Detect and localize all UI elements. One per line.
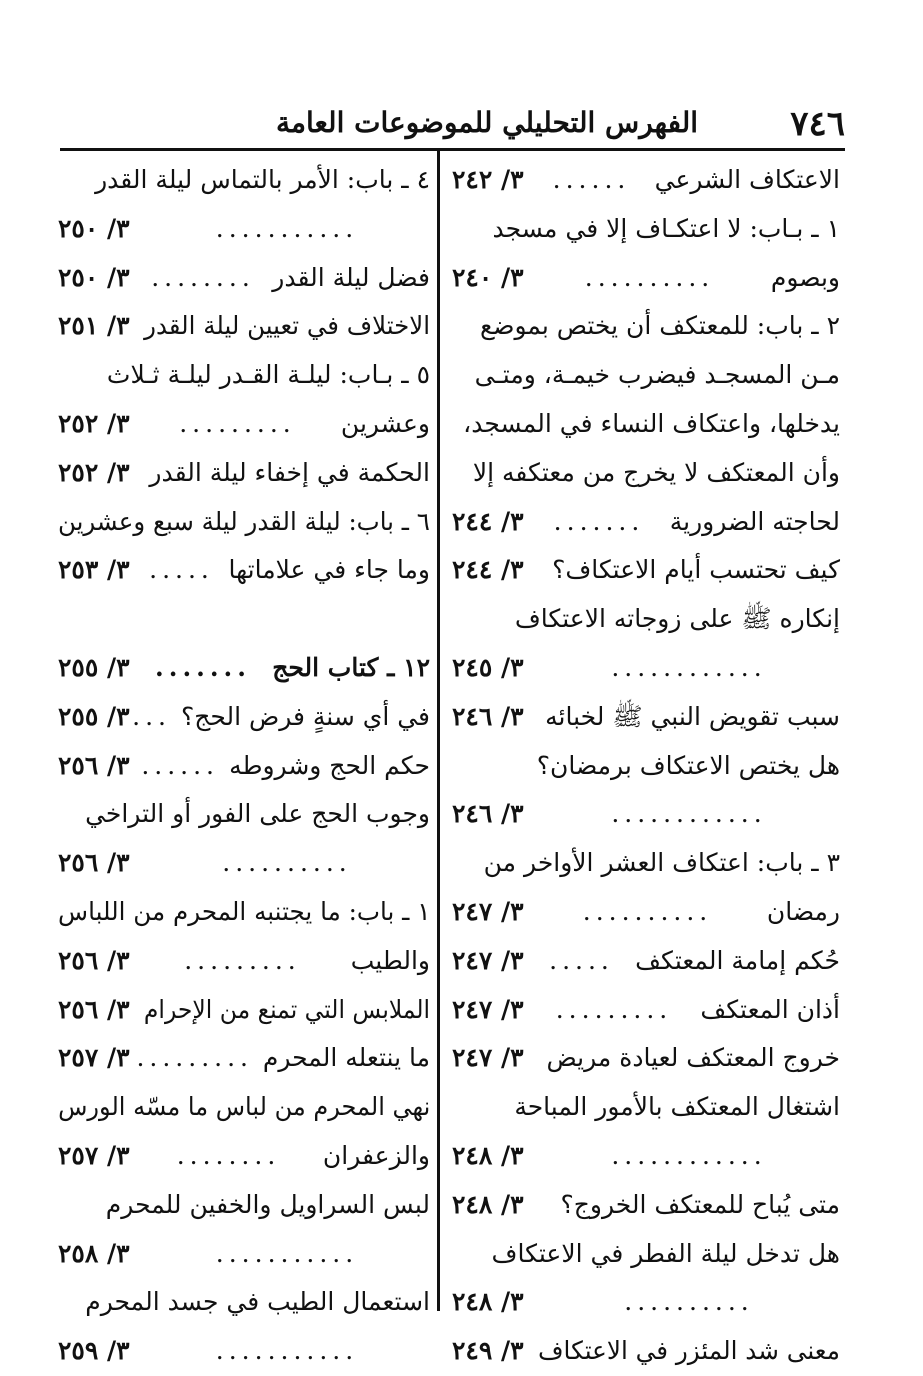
- entry-text: خروج المعتكف لعيادة مريض: [546, 1043, 840, 1073]
- entry-text: معنى شد المئزر في الاعتكاف: [538, 1336, 840, 1366]
- index-column-right: [452, 156, 840, 1376]
- index-entry: [452, 986, 840, 1035]
- index-entry: [452, 156, 840, 205]
- entry-text: متى يُباح للمعتكف الخروج؟: [560, 1189, 840, 1219]
- entry-leader-dots: ...........: [215, 213, 359, 243]
- entry-leader-dots: .......: [553, 506, 645, 536]
- entry-page-ref: ٣/ ٢٥٦: [58, 750, 130, 780]
- entry-leader-dots: ...........: [215, 1336, 359, 1366]
- entry-page-ref: ٣/ ٢٥١: [58, 311, 130, 341]
- entry-text: هل يختص الاعتكاف برمضان؟: [536, 750, 840, 780]
- entry-text: ١ ـ بـاب: لا اعتكـاف إلا في مسجد: [492, 213, 840, 243]
- index-entry: [452, 498, 840, 547]
- index-entry: [58, 1327, 430, 1376]
- entry-page-ref: ٣/ ٢٤٠: [452, 262, 524, 292]
- entry-text: حكم الحج وشروطه: [229, 750, 430, 780]
- entry-leader-dots: .........: [184, 945, 301, 975]
- entry-text: ٥ ـ بـاب: ليلـة القـدر ليلـة ثـلاث: [106, 360, 430, 390]
- page-header: [60, 104, 845, 148]
- entry-page-ref: ٣/ ٢٤٨: [452, 1140, 524, 1170]
- entry-page-ref: ٣/ ٢٤٥: [452, 652, 524, 682]
- index-entry: [452, 1278, 840, 1327]
- entry-leader-dots: ..........: [222, 848, 352, 878]
- entry-text: سبب تقويض النبي ﷺ لخبائه: [545, 701, 840, 731]
- index-entry: [452, 400, 840, 449]
- entry-leader-dots: ...........: [215, 1238, 359, 1268]
- index-entry: [452, 546, 840, 595]
- entry-page-ref: ٣/ ٢٥٠: [58, 213, 130, 243]
- header-rule: [60, 148, 845, 151]
- index-entry: [452, 1034, 840, 1083]
- entry-leader-dots: ........: [176, 1140, 281, 1170]
- entry-text: اشتغال المعتكف بالأمور المباحة: [514, 1092, 840, 1122]
- entry-text: فضل ليلة القدر: [272, 262, 430, 292]
- index-entry: [452, 644, 840, 693]
- index-entry: [58, 1083, 430, 1132]
- entry-leader-dots: ............: [611, 652, 767, 682]
- entry-page-ref: ٣/ ٢٤٦: [452, 701, 524, 731]
- index-entry: [58, 839, 430, 888]
- entry-leader-dots: .....: [549, 945, 614, 975]
- entry-page-ref: ٣/ ٢٥٥: [58, 701, 130, 731]
- index-entry: [58, 156, 430, 205]
- index-entry: [58, 302, 430, 351]
- entry-leader-dots: ..........: [582, 896, 713, 926]
- entry-text: حُكم إمامة المعتكف: [635, 945, 840, 975]
- entry-page-ref: ٣/ ٢٤٧: [452, 1043, 524, 1073]
- entry-page-ref: ٣/ ٢٥٦: [58, 994, 130, 1024]
- entry-leader-dots: .........: [555, 994, 673, 1024]
- index-entry: [452, 742, 840, 791]
- entry-text: وبصوم: [770, 262, 840, 292]
- entry-text: ٦ ـ باب: ليلة القدر ليلة سبع وعشرين: [58, 506, 430, 536]
- entry-text: هل تدخل ليلة الفطر في الاعتكاف: [491, 1238, 840, 1268]
- index-entry: [452, 888, 840, 937]
- index-entry: [452, 1181, 840, 1230]
- entry-leader-dots: ............: [611, 1140, 767, 1170]
- entry-page-ref: ٣/ ٢٥٦: [58, 945, 130, 975]
- entry-page-ref: ٣/ ٢٥٢: [58, 408, 130, 438]
- entry-text: استعمال الطيب في جسد المحرم: [85, 1287, 430, 1317]
- entry-text: يدخلها، واعتكاف النساء في المسجد،: [463, 408, 840, 438]
- index-entry: [58, 790, 430, 839]
- entry-text: الاعتكاف الشرعي: [654, 165, 840, 194]
- index-entry: [452, 1230, 840, 1279]
- index-entry: [452, 205, 840, 254]
- entry-page-ref: ٣/ ٢٥٧: [58, 1140, 130, 1170]
- entry-text: الحكمة في إخفاء ليلة القدر: [149, 457, 430, 487]
- entry-text: ١ ـ باب: ما يجتنبه المحرم من اللباس: [57, 896, 430, 926]
- index-entry: [58, 1132, 430, 1181]
- index-entry: [58, 1230, 430, 1279]
- index-entry: [452, 449, 840, 498]
- index-entry: [58, 546, 430, 595]
- index-entry: [452, 1327, 840, 1376]
- index-entry: [452, 351, 840, 400]
- entry-page-ref: ٣/ ٢٤٨: [452, 1189, 524, 1219]
- entry-leader-dots: ..........: [624, 1287, 754, 1317]
- index-entry: [58, 595, 430, 644]
- index-entry: [58, 644, 430, 693]
- entry-text: لبس السراويل والخفين للمحرم: [105, 1189, 430, 1219]
- entry-leader-dots: .......: [155, 652, 251, 682]
- entry-text: ٢ ـ باب: للمعتكف أن يختص بموضع: [479, 311, 840, 341]
- index-entry: [58, 498, 430, 547]
- entry-page-ref: ٣/ ٢٤٨: [452, 1287, 524, 1317]
- entry-text: لحاجته الضرورية: [669, 506, 840, 536]
- index-column-left: [58, 156, 430, 1376]
- index-entry: [452, 1132, 840, 1181]
- entry-text: الاختلاف في تعيين ليلة القدر: [144, 311, 430, 341]
- index-entry: [58, 205, 430, 254]
- entry-page-ref: ٣/ ٢٥٨: [58, 1238, 130, 1268]
- index-entry: [58, 1278, 430, 1327]
- entry-text: الملابس التي تمنع من الإحرام: [143, 994, 430, 1024]
- entry-leader-dots: ...: [132, 701, 171, 731]
- page-number: ٧٤٦: [790, 104, 845, 144]
- index-entry: [452, 302, 840, 351]
- entry-text: وجوب الحج على الفور أو التراخي: [85, 799, 430, 829]
- index-entry: [58, 254, 430, 303]
- entry-text: والزعفران: [322, 1140, 430, 1170]
- entry-leader-dots: ......: [552, 165, 631, 194]
- index-entry: [58, 986, 430, 1035]
- entry-text: والطيب: [350, 945, 430, 975]
- index-entry: [58, 1034, 430, 1083]
- index-entry: [58, 937, 430, 986]
- entry-page-ref: ٣/ ٢٥٧: [58, 1043, 130, 1073]
- index-entry: [452, 254, 840, 303]
- entry-page-ref: ٣/ ٢٤٧: [452, 994, 524, 1024]
- entry-leader-dots: ........: [151, 262, 255, 292]
- entry-text: مـن المسجـد فيضرب خيمـة، ومتـى: [474, 360, 840, 390]
- index-entry: [58, 888, 430, 937]
- index-entry: [58, 400, 430, 449]
- entry-text: نهي المحرم من لباس ما مسّه الورس: [57, 1092, 430, 1122]
- index-entry: [452, 595, 840, 644]
- entry-text: رمضان: [766, 896, 840, 926]
- entry-text: وعشرين: [340, 408, 430, 438]
- entry-text: ٣ ـ باب: اعتكاف العشر الأواخر من: [483, 848, 840, 878]
- entry-text: كيف تحتسب أيام الاعتكاف؟: [552, 555, 840, 585]
- entry-page-ref: ٣/ ٢٥٢: [58, 457, 130, 487]
- entry-leader-dots: ......: [141, 750, 219, 780]
- entry-page-ref: ٣/ ٢٤٢: [452, 165, 524, 194]
- entry-text: إنكاره ﷺ على زوجاته الاعتكاف: [514, 604, 840, 634]
- index-entry: [452, 1083, 840, 1132]
- entry-text: ١٢ ـ كتاب الحج: [272, 652, 430, 682]
- entry-leader-dots: .........: [136, 1043, 253, 1073]
- entry-text: ما ينتعله المحرم: [262, 1043, 430, 1073]
- entry-page-ref: ٣/ ٢٥٩: [58, 1336, 130, 1366]
- entry-text: ٤ ـ باب: الأمر بالتماس ليلة القدر: [95, 165, 430, 194]
- index-entry: [58, 693, 430, 742]
- index-entry: [452, 790, 840, 839]
- entry-leader-dots: .....: [149, 555, 214, 585]
- entry-page-ref: ٣/ ٢٥٦: [58, 848, 130, 878]
- entry-page-ref: ٣/ ٢٥٣: [58, 555, 130, 585]
- entry-page-ref: ٣/ ٢٤٦: [452, 799, 524, 829]
- entry-text: أذان المعتكف: [700, 994, 840, 1024]
- index-entry: [58, 351, 430, 400]
- entry-page-ref: ٣/ ٢٤٧: [452, 945, 524, 975]
- index-entry: [452, 839, 840, 888]
- entry-leader-dots: ..........: [584, 262, 715, 292]
- entry-page-ref: ٣/ ٢٤٤: [452, 555, 524, 585]
- entry-text: وما جاء في علاماتها: [228, 555, 430, 585]
- entry-page-ref: ٣/ ٢٥٥: [58, 652, 130, 682]
- index-entry: [58, 1181, 430, 1230]
- entry-leader-dots: ............: [611, 799, 767, 829]
- index-entry: [452, 937, 840, 986]
- entry-text: في أي سنةٍ فرض الحج؟: [180, 701, 430, 731]
- entry-page-ref: ٣/ ٢٥٠: [58, 262, 130, 292]
- entry-page-ref: ٣/ ٢٤٩: [452, 1336, 524, 1366]
- index-entry: [452, 693, 840, 742]
- index-entry: [58, 742, 430, 791]
- entry-leader-dots: .........: [179, 408, 296, 438]
- entry-text: وأن المعتكف لا يخرج من معتكفه إلا: [472, 457, 840, 487]
- column-divider: [437, 151, 440, 1311]
- entry-page-ref: ٣/ ٢٤٤: [452, 506, 524, 536]
- entry-page-ref: ٣/ ٢٤٧: [452, 896, 524, 926]
- index-entry: [58, 449, 430, 498]
- running-title: الفهرس التحليلي للموضوعات العامة: [276, 106, 699, 139]
